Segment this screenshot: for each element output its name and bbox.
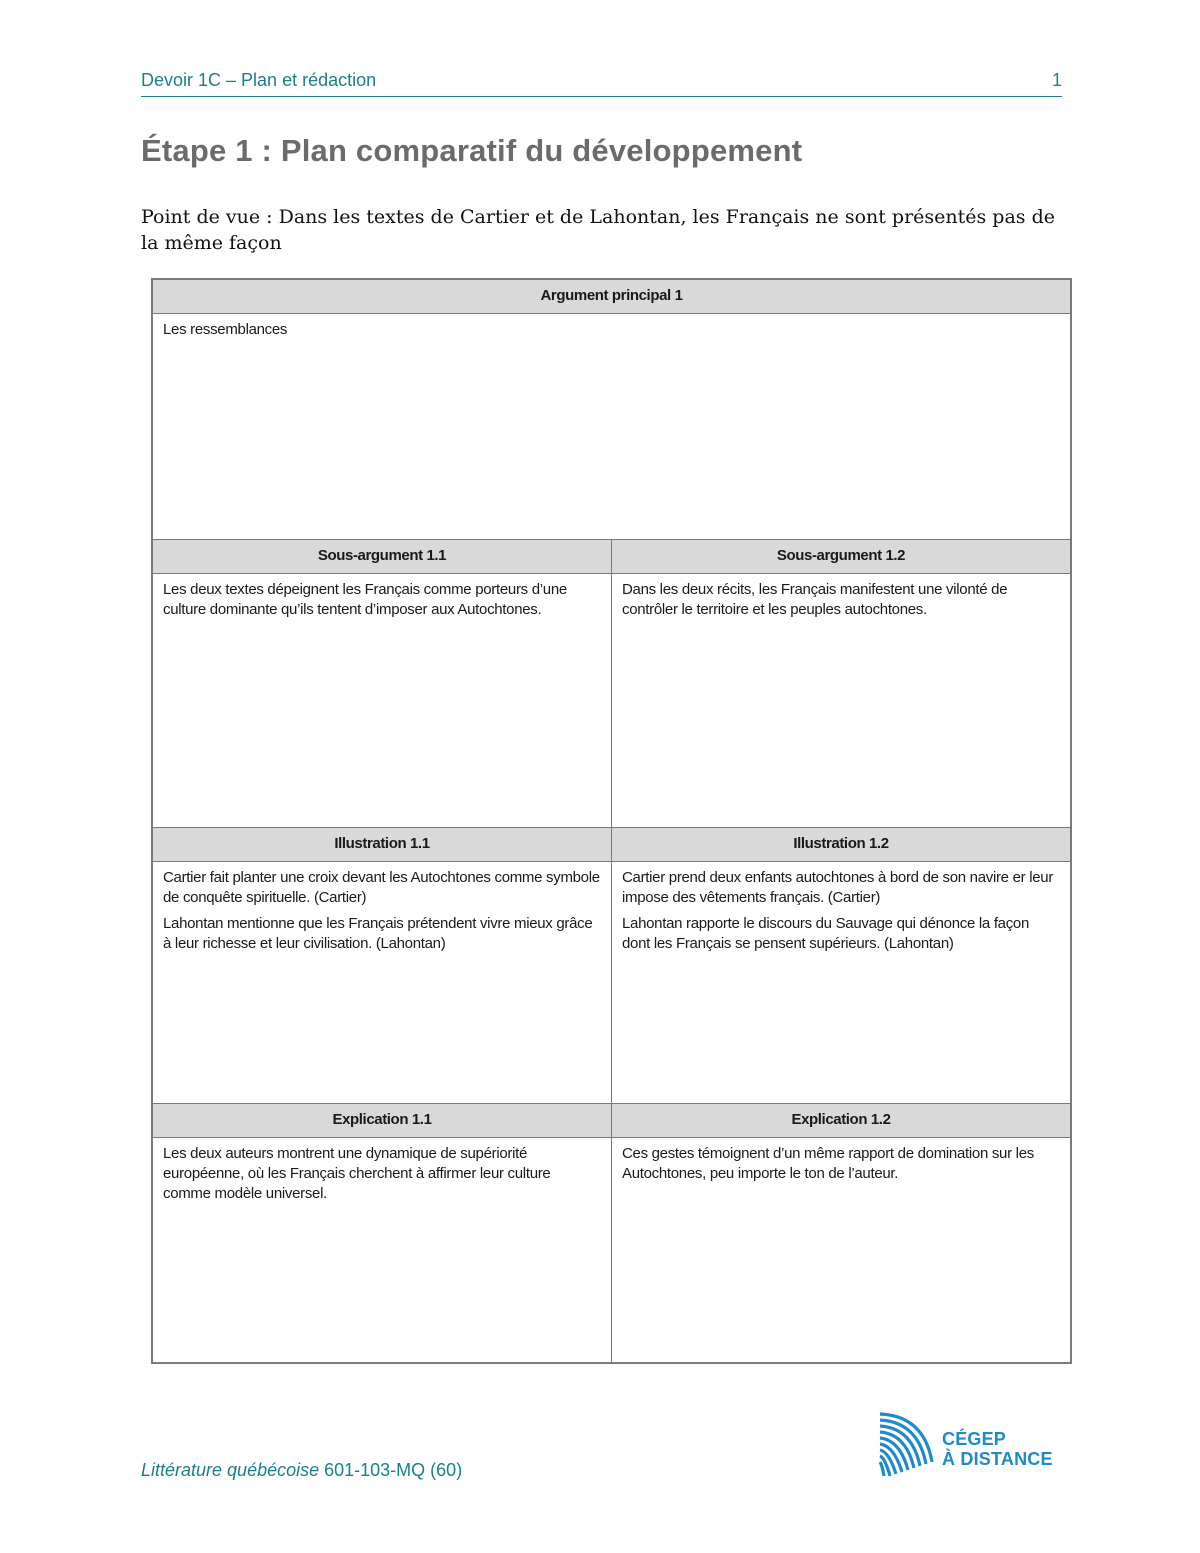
explication-1-1-header: Explication 1.1 bbox=[152, 1103, 612, 1137]
sub-argument-1-2-header: Sous-argument 1.2 bbox=[612, 539, 1072, 573]
header-title: Devoir 1C – Plan et rédaction bbox=[141, 70, 377, 90]
logo-line-cegep: CÉGEP bbox=[942, 1429, 1007, 1449]
illustration-1-2-cell[interactable] bbox=[612, 861, 1072, 1103]
illustration-1-1-cell[interactable] bbox=[152, 861, 612, 1103]
explication-1-2-cell[interactable]: Ces gestes témoignent d’un même rapport de domination sur les Autochtones, peu importe le ton de l’auteur. bbox=[612, 1137, 1072, 1363]
illustration-1-2-lahontan: Lahontan rapporte le discours du Sauvage qui dénonce la façon dont les Français se pensent supérieurs. (Lahontan) bbox=[622, 914, 1030, 952]
argument-header: Argument principal 1 bbox=[152, 279, 1071, 313]
explication-1-1-cell[interactable]: Les deux auteurs montrent une dynamique de supériorité européenne, où les Français cherchent à affirmer leur culture comme modèle universel. bbox=[152, 1137, 612, 1363]
page-header bbox=[141, 70, 1062, 97]
argument-cell[interactable]: Les ressemblances bbox=[152, 313, 1071, 539]
point-de-vue: Point de vue : Dans les textes de Cartier et de Lahontan, les Français ne sont présentés pas de la même façon bbox=[141, 206, 1055, 254]
illustration-1-1-cartier: Cartier fait planter une croix devant les Autochtones comme symbole de conquête spirituelle. (Cartier) bbox=[163, 868, 600, 906]
sub-argument-1-1-header: Sous-argument 1.1 bbox=[152, 539, 612, 573]
illustration-1-2-cartier: Cartier prend deux enfants autochtones à bord de son navire er leur impose des vêtements français. (Cartier) bbox=[622, 868, 1054, 906]
cegep-logo-icon bbox=[876, 1410, 938, 1478]
course-code: 601-103-MQ (60) bbox=[319, 1460, 463, 1480]
comparison-plan-table bbox=[151, 278, 1072, 1364]
page-title: Étape 1 : Plan comparatif du développement bbox=[141, 133, 803, 168]
page-number: 1 bbox=[1051, 70, 1062, 90]
cegep-a-distance-logo bbox=[876, 1410, 1056, 1480]
logo-line-a-distance: À DISTANCE bbox=[942, 1449, 1053, 1469]
logo-text bbox=[942, 1429, 1053, 1469]
course-name: Littérature québécoise bbox=[141, 1460, 320, 1480]
illustration-1-2-header: Illustration 1.2 bbox=[612, 827, 1072, 861]
illustration-1-1-lahontan: Lahontan mentionne que les Français prétendent vivre mieux grâce à leur richesse et leur civilisation. (Lahontan) bbox=[163, 914, 593, 952]
explication-1-2-header: Explication 1.2 bbox=[612, 1103, 1072, 1137]
sub-argument-1-2-cell[interactable]: Dans les deux récits, les Français manifestent une vilonté de contrôler le territoire et les peuples autochtones. bbox=[612, 573, 1072, 827]
illustration-1-1-header: Illustration 1.1 bbox=[152, 827, 612, 861]
sub-argument-1-1-cell[interactable]: Les deux textes dépeignent les Français comme porteurs d’une culture dominante qu’ils tentent d’imposer aux Autochtones. bbox=[152, 573, 612, 827]
course-footer bbox=[141, 1460, 462, 1481]
